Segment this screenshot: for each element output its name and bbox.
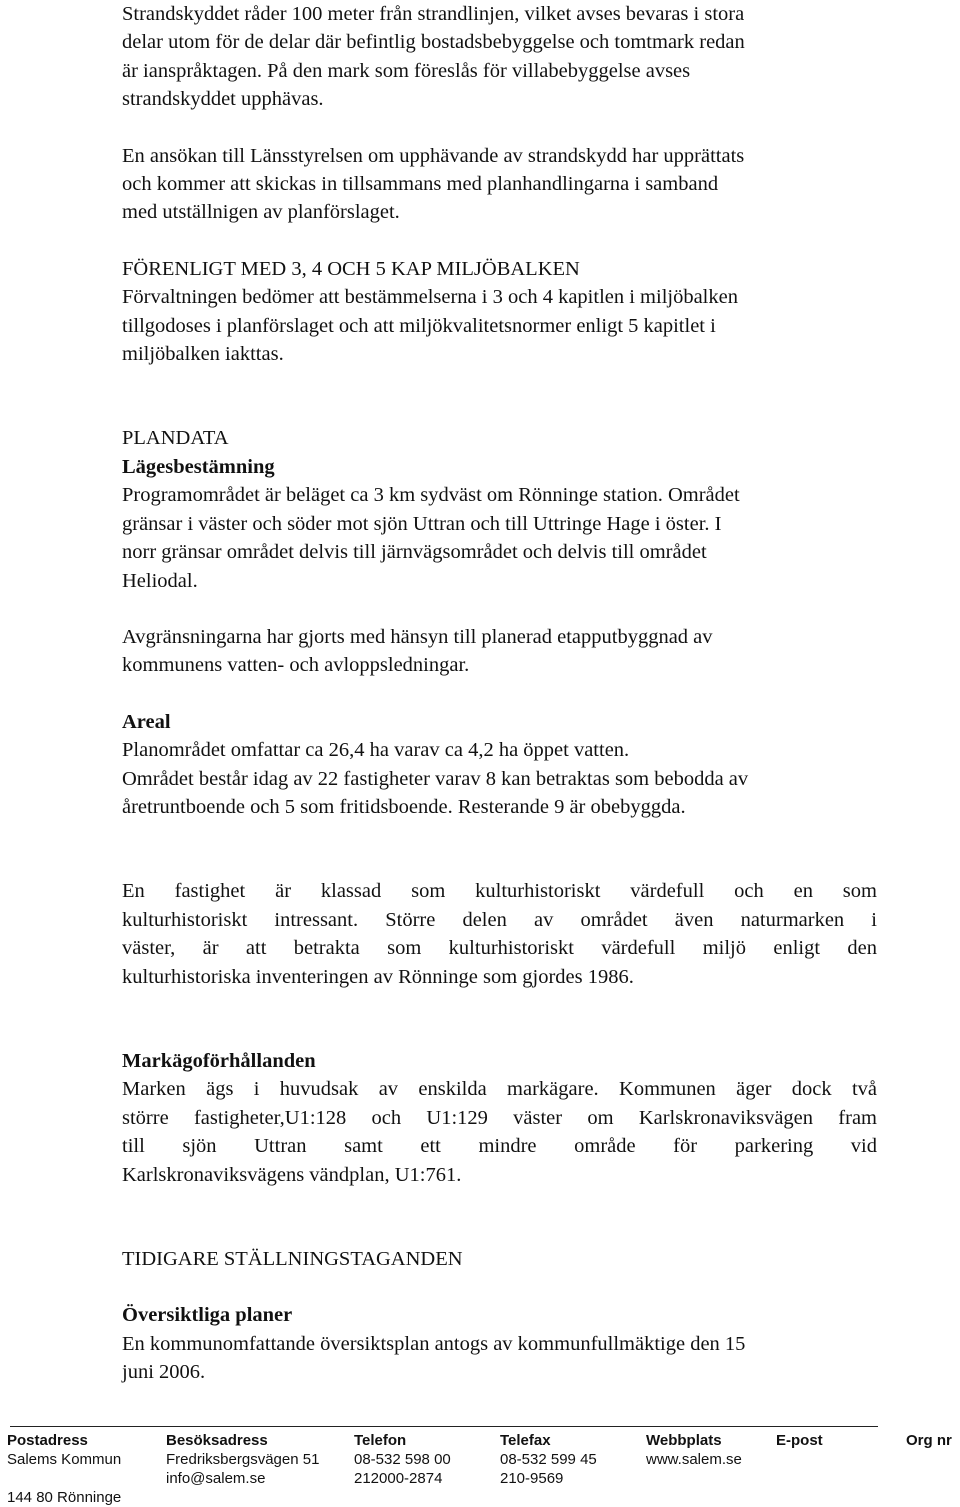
heading-oversiktliga-planer-text: Översiktliga planer: [122, 1304, 293, 1327]
text-line: åretruntboende och 5 som fritidsboende. Resterande 9 är obebyggda.: [122, 795, 686, 818]
text-line: Planområdet omfattar ca 26,4 ha varav ca 4,2 ha öppet vatten.: [122, 739, 630, 762]
footer-value: Salems Kommun: [7, 1451, 122, 1468]
text-line: Programområdet är beläget ca 3 km sydväst om Rönninge station. Området: [122, 484, 740, 507]
text-line: delar utom för de delar där befintlig bostadsbebyggelse och tomtmark redan: [122, 31, 745, 54]
paragraph-areal: [122, 736, 877, 821]
footer-postadress: [7, 1431, 121, 1507]
footer-value: 210-9569: [500, 1470, 564, 1487]
footer-besoksadress: [166, 1431, 319, 1488]
paragraph-miljobalken: [122, 283, 877, 368]
text-line: större fastigheter,U1:128 och U1:129 väster om Karlskronaviksvägen fram: [122, 1106, 877, 1129]
footer-divider: [10, 1426, 878, 1427]
text-line: Området består idag av 22 fastigheter varav 8 kan betraktas som bebodda av: [122, 767, 749, 790]
footer-epost: [776, 1431, 823, 1450]
heading-markagoforhallanden-text: Markägoförhållanden: [122, 1049, 316, 1072]
text-line: Förvaltningen bedömer att bestämmelserna i 3 och 4 kapitlen i miljöbalken: [122, 286, 738, 309]
text-line: En kommunomfattande översiktsplan antogs av kommunfullmäktige den 15: [122, 1332, 746, 1355]
footer-email[interactable]: info@salem.se: [166, 1470, 266, 1487]
footer-orgnr: [906, 1431, 952, 1450]
text-line: Marken ägs i huvudsak av enskilda markägare. Kommunen äger dock två: [122, 1078, 877, 1101]
paragraph-markagare: [122, 1075, 877, 1189]
heading-areal: [122, 708, 877, 736]
heading-tidigare-stallningstaganden: TIDIGARE STÄLLNINGSTAGANDEN: [122, 1248, 463, 1270]
text-line: norr gränsar området delvis till järnvägsområdet och delvis till området: [122, 541, 707, 564]
text-line: Heliodal.: [122, 569, 198, 592]
heading-lagesbestamning-text: Lägesbestämning: [122, 455, 275, 478]
footer-heading: Webbplats: [646, 1432, 722, 1449]
text-line: gränsar i väster och söder mot sjön Uttran och till Uttringe Hage i öster. I: [122, 512, 722, 535]
text-line: juni 2006.: [122, 1361, 206, 1384]
footer-telefon: [354, 1431, 451, 1488]
paragraph-kulturhistoria: [122, 877, 877, 991]
page-footer: [0, 1424, 960, 1507]
footer-value: 08-532 598 00: [354, 1451, 451, 1468]
footer-website-link[interactable]: www.salem.se: [646, 1451, 742, 1468]
text-line: med utställnigen av planförslaget.: [122, 201, 400, 224]
paragraph-ansokan: [122, 142, 877, 227]
paragraph-oversiktsplan: [122, 1330, 877, 1387]
heading-lagesbestamning: [122, 453, 877, 481]
text-line: kommunens vatten- och avloppsledningar.: [122, 654, 470, 677]
text-line: Strandskyddet råder 100 meter från strandlinjen, vilket avses bevaras i stora: [122, 3, 745, 25]
heading-oversiktliga-planer: [122, 1301, 877, 1329]
footer-value: 144 80 Rönninge: [7, 1489, 122, 1506]
heading-miljobalken: FÖRENLIGT MED 3, 4 OCH 5 KAP MILJÖBALKEN: [122, 257, 580, 280]
footer-heading: E-post: [776, 1432, 823, 1449]
footer-value: Fredriksbergsvägen 51: [166, 1451, 320, 1468]
footer-heading: Telefax: [500, 1432, 551, 1449]
text-line: En fastighet är klassad som kulturhistoriskt värdefull och en som: [122, 880, 877, 903]
text-line: kulturhistoriskt intressant. Större delen av området även naturmarken i: [122, 908, 877, 931]
text-line: tillgodoses i planförslaget och att miljökvalitetsnormer enligt 5 kapitlet i: [122, 314, 716, 337]
text-line: En ansökan till Länsstyrelsen om upphävande av strandskydd har upprättats: [122, 144, 745, 167]
heading-areal-text: Areal: [122, 710, 171, 733]
paragraph-avgransning: [122, 623, 877, 680]
text-line: och kommer att skickas in tillsammans med planhandlingarna i samband: [122, 173, 719, 196]
footer-webbplats: [646, 1431, 742, 1469]
footer-value: 08-532 599 45: [500, 1451, 597, 1468]
footer-heading: Org nr: [906, 1432, 952, 1449]
footer-value: 212000-2874: [354, 1470, 443, 1487]
text-line: väster, är att betrakta som kulturhistoriskt värdefull miljö enligt den: [122, 937, 877, 960]
heading-plandata: PLANDATA: [122, 427, 229, 450]
text-line: miljöbalken iakttas.: [122, 343, 284, 366]
text-line: till sjön Uttran samt ett mindre område för parkering vid: [122, 1135, 877, 1158]
footer-telefax: [500, 1431, 597, 1488]
text-line: är ianspråktagen. På den mark som föreslås för villabebyggelse avses: [122, 59, 691, 82]
footer-heading: Postadress: [7, 1432, 88, 1449]
paragraph-lage: [122, 481, 877, 595]
text-line: kulturhistoriska inventeringen av Rönninge som gjordes 1986.: [122, 965, 634, 988]
text-line: Karlskronaviksvägens vändplan, U1:761.: [122, 1163, 462, 1186]
footer-heading: Telefon: [354, 1432, 407, 1449]
paragraph-strandskydd: [122, 0, 877, 114]
text-line: strandskyddet upphävas.: [122, 88, 324, 111]
heading-markagoforhallanden: [122, 1047, 877, 1075]
text-line: Avgränsningarna har gjorts med hänsyn till planerad etapputbyggnad av: [122, 625, 713, 648]
document-body: [122, 0, 877, 1387]
footer-heading: Besöksadress: [166, 1432, 268, 1449]
